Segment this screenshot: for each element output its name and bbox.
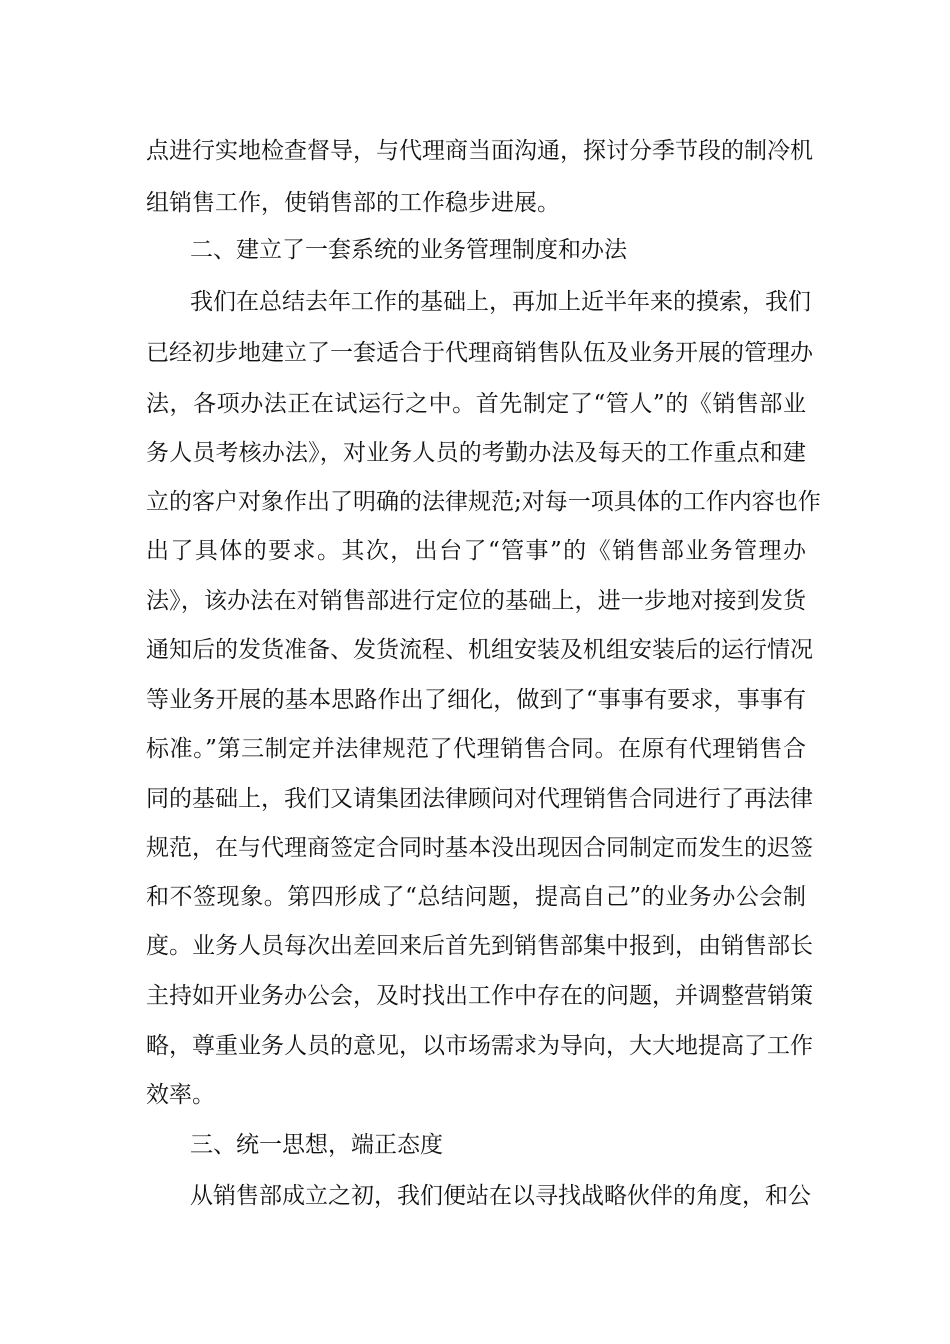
paragraph-line: 法》，该办法在对销售部进行定位的基础上，进一步地对接到发货	[146, 588, 806, 614]
paragraph-line: 点进行实地检查督导，与代理商当面沟通，探讨分季节段的制冷机	[146, 138, 813, 164]
paragraph-line: 等业务开展的基本思路作出了细化，做到了“事事有要求，事事有	[146, 687, 806, 713]
paragraph-line: 同的基础上，我们又请集团法律顾问对代理销售合同进行了再法律	[146, 786, 813, 812]
paragraph-line: 标准。”第三制定并法律规范了代理销售合同。在原有代理销售合	[146, 736, 806, 762]
paragraph-line: 通知后的发货准备、发货流程、机组安装及机组安装后的运行情况	[146, 637, 813, 663]
section-heading-2: 二、建立了一套系统的业务管理制度和办法	[190, 237, 627, 263]
paragraph-line: 组销售工作，使销售部的工作稳步进展。	[146, 190, 560, 216]
section-heading-3: 三、统一思想，端正态度	[190, 1132, 443, 1158]
paragraph-line: 从销售部成立之初，我们便站在以寻找战略伙伴的角度，和公	[190, 1183, 811, 1209]
paragraph-line: 务人员考核办法》，对业务人员的考勤办法及每天的工作重点和建	[146, 440, 806, 466]
paragraph-line: 规范，在与代理商签定合同时基本没出现因合同制定而发生的迟签	[146, 835, 813, 861]
paragraph-line: 度。业务人员每次出差回来后首先到销售部集中报到，由销售部长	[146, 933, 813, 959]
paragraph-line: 立的客户对象作出了明确的法律规范;对每一项具体的工作内容也作	[146, 489, 821, 515]
paragraph-line: 我们在总结去年工作的基础上，再加上近半年来的摸索，我们	[190, 289, 811, 315]
paragraph-line: 法，各项办法正在试运行之中。首先制定了“管人”的《销售部业	[146, 391, 806, 417]
paragraph-line: 和不签现象。第四形成了“总结问题，提高自己”的业务办公会制	[146, 884, 806, 910]
paragraph-line: 主持如开业务办公会，及时找出工作中存在的问题，并调整营销策	[146, 983, 813, 1009]
paragraph-line: 已经初步地建立了一套适合于代理商销售队伍及业务开展的管理办	[146, 340, 813, 366]
paragraph-line: 效率。	[146, 1082, 215, 1108]
paragraph-line: 略，尊重业务人员的意见，以市场需求为导向，大大地提高了工作	[146, 1033, 813, 1059]
paragraph-line: 出了具体的要求。其次，出台了“管事”的《销售部业务管理办	[146, 538, 806, 564]
